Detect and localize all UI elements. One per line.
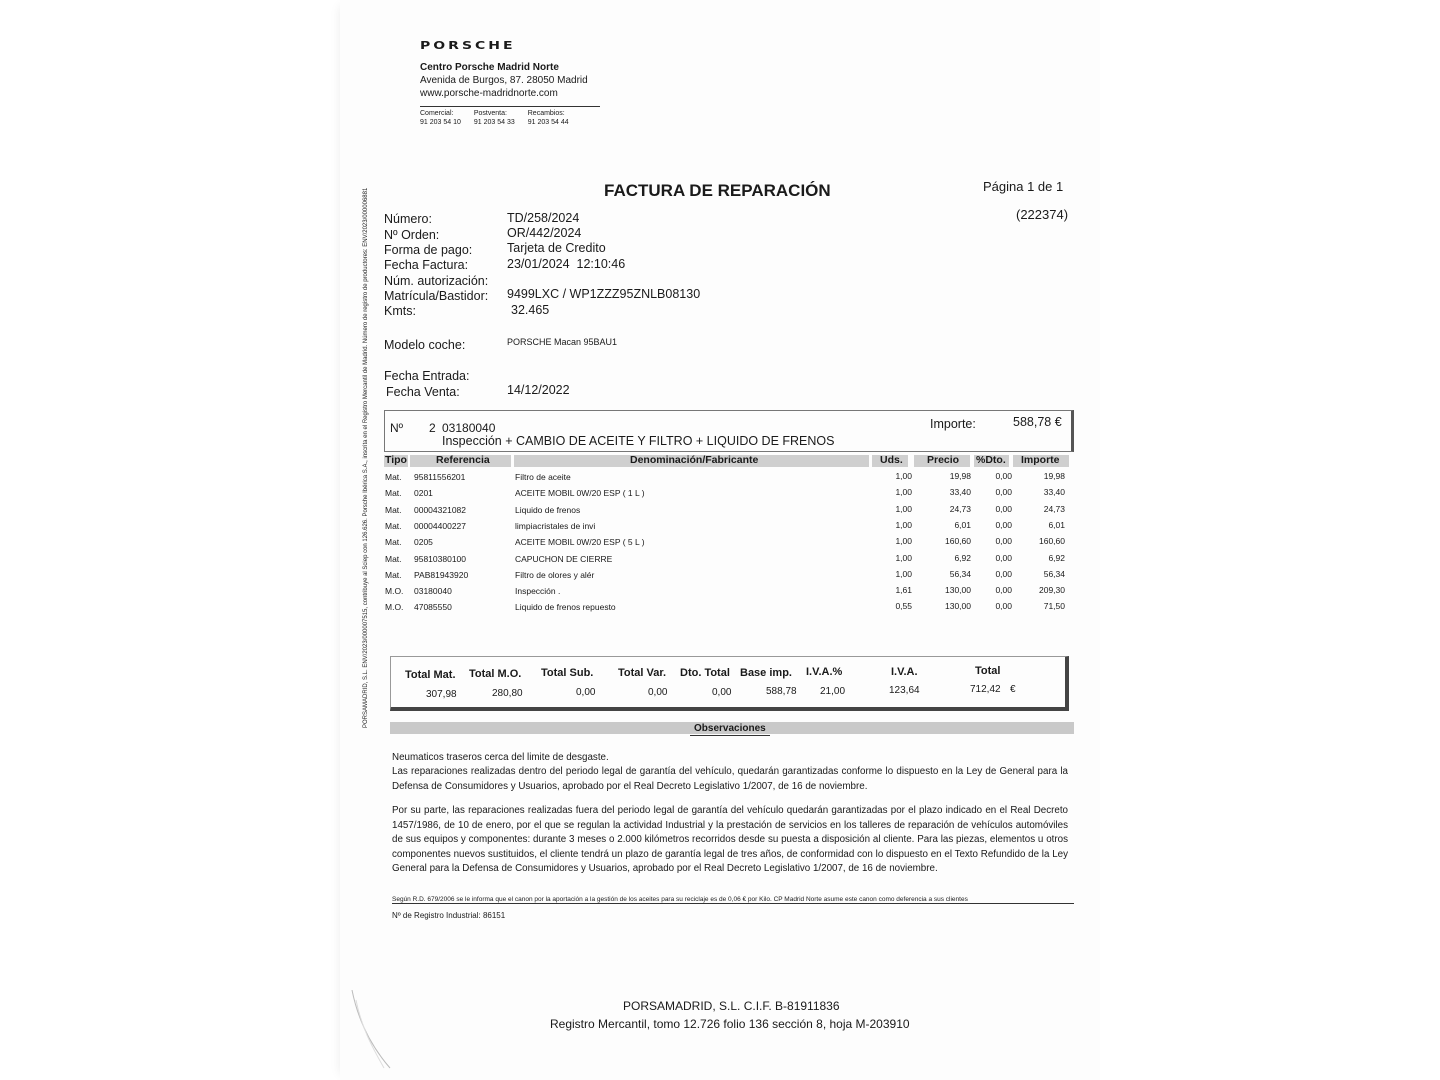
field-label-numero: Número: <box>384 212 432 226</box>
cell-uds: 1,00 <box>895 503 912 514</box>
observations-title: Observaciones <box>694 723 766 734</box>
iva-value: 123,64 <box>889 685 920 696</box>
cell-precio: 19,98 <box>949 471 971 481</box>
cell-dto: 0,00 <box>995 552 1012 563</box>
field-label-fecha-factura: Fecha Factura: <box>384 258 469 272</box>
cell-tipo: Mat. <box>385 488 402 499</box>
field-label-fecha-venta: Fecha Venta: <box>386 385 460 399</box>
field-value-numero: TD/258/2024 <box>507 211 580 225</box>
dealer-address: Avenida de Burgos, 87. 28050 Madrid <box>420 75 588 86</box>
cell-tipo: Mat. <box>385 472 402 482</box>
total-sub-label: Total Sub. <box>541 667 594 679</box>
th-denominacion: Denominación/Fabricante <box>630 454 759 466</box>
warranty-paragraph-1: Las reparaciones realizadas dentro del periodo legal de garantía del vehículo, quedarán garantizadas conforme lo dispuesto en la Ley de General para la Defensa de Consumidores y Usuarios, aprobado por el Real Decreto Legislativo 1/2007, de 16 de noviembre. <box>392 766 1068 792</box>
cell-dto: 0,00 <box>995 471 1012 481</box>
cell-referencia: 95811556201 <box>414 472 466 482</box>
iva-label: I.V.A. <box>891 666 918 678</box>
total-mo-value: 280,80 <box>492 688 523 699</box>
cell-referencia: 03180040 <box>414 586 452 597</box>
cell-denominacion: Inspección . <box>515 586 561 597</box>
total-var-value: 0,00 <box>648 687 668 698</box>
base-imp-label: Base imp. <box>740 667 792 679</box>
footer-company: PORSAMADRID, S.L. C.I.F. B-81911836 <box>623 999 840 1013</box>
order-n-value: 2 <box>429 421 436 435</box>
order-n-label: Nº <box>390 421 404 435</box>
cell-denominacion: limpiacristales de invi <box>515 520 596 531</box>
th-uds: Uds. <box>880 454 903 466</box>
order-importe-label: Importe: <box>930 417 976 431</box>
cell-dto: 0,00 <box>995 568 1012 579</box>
warranty-paragraph-2: Por su parte, las reparaciones realizadas fuera del periodo legal de garantía del vehículo quedarán garantizadas por el plazo indicado en el Real Decreto 1457/1986, de 10 de enero, por el que se regulan la actividad Industrial y la prestación de servicios en los talleres de reparación de vehículos automóviles de sus equipos y componentes: durante 3 meses o 2.000 kilómetros recorridos desde su puesta a disposición al cliente. Para las piezas, elementos u otros componentes nuevos sustituidos, el cliente tendrá un plazo de garantía legal de tres años, de conformidad con lo dispuesto en el Texto Refundido de la Ley General para la Defensa de Consumidores y Usuarios, aprobado por el Real Decreto Legislativo 1/2007, de 16 de noviembre. <box>392 805 1068 874</box>
order-importe-value: 588,78 € <box>1013 415 1062 429</box>
cell-importe: 209,30 <box>1039 585 1065 596</box>
observation-note: Neumaticos traseros cerca del limite de desgaste. <box>392 752 609 763</box>
contact-recambios: Recambios: 91 203 54 44 <box>527 110 569 126</box>
contact-commercial: Comercial: 91 203 54 10 <box>420 110 461 126</box>
reference-code: (222374) <box>1016 207 1069 222</box>
total-var-label: Total Var. <box>618 667 667 679</box>
cell-uds: 1,00 <box>895 536 912 547</box>
th-tipo: Tipo <box>385 454 407 466</box>
iva-pct-label: I.V.A.% <box>806 666 843 678</box>
field-value-kmts: 32.465 <box>511 303 550 317</box>
cell-referencia: 00004321082 <box>414 504 467 515</box>
field-value-modelo: PORSCHE Macan 95BAU1 <box>507 337 618 347</box>
total-label: Total <box>975 665 1001 677</box>
cell-importe: 6,92 <box>1048 552 1065 563</box>
th-precio: Precio <box>927 454 960 466</box>
cell-uds: 1,00 <box>895 552 912 563</box>
cell-dto: 0,00 <box>995 536 1012 547</box>
cell-uds: 1,61 <box>895 585 912 596</box>
total-mat-value: 307,98 <box>426 689 457 700</box>
order-description: Inspección + CAMBIO DE ACEITE Y FILTRO + LIQUIDO DE FRENOS <box>442 434 835 448</box>
cell-referencia: 47085550 <box>414 602 452 613</box>
cell-tipo: Mat. <box>385 553 402 564</box>
field-label-fecha-entrada: Fecha Entrada: <box>384 369 470 383</box>
dealer-website[interactable]: www.porsche-madridnorte.com <box>420 88 558 99</box>
cell-dto: 0,00 <box>995 585 1012 596</box>
porsche-logo: PORSCHE <box>420 40 516 52</box>
cell-importe: 71,50 <box>1043 601 1065 612</box>
cell-importe: 56,34 <box>1043 568 1065 579</box>
field-value-fecha-factura: 23/01/2024 12:10:46 <box>507 257 626 271</box>
cell-precio: 130,00 <box>945 585 971 596</box>
cell-uds: 1,00 <box>895 568 912 579</box>
cell-denominacion: Liquido de frenos repuesto <box>515 602 616 613</box>
th-importe: Importe <box>1021 454 1060 466</box>
total-mat-label: Total Mat. <box>405 669 456 681</box>
cell-precio: 24,73 <box>949 503 971 514</box>
cell-denominacion: Filtro de olores y alér <box>515 569 595 580</box>
cell-denominacion: Liquido de frenos <box>515 504 581 515</box>
order-code: 03180040 <box>442 421 496 435</box>
cell-denominacion: ACEITE MOBIL 0W/20 ESP ( 5 L ) <box>515 537 645 548</box>
cell-uds: 1,00 <box>895 519 912 530</box>
fine-print: Según R.D. 679/2006 se le informa que el canon por la aportación a la gestión de los aceites para su reciclaje es de 0,06 € por Kilo. CP Madrid Norte asume este canon como deferencia a sus clientes <box>392 896 1074 904</box>
contact-postventa: Postventa: 91 203 54 33 <box>473 110 515 126</box>
footer-registry: Registro Mercantil, tomo 12.726 folio 136 sección 8, hoja M-203910 <box>550 1017 910 1031</box>
field-label-matricula: Matrícula/Bastidor: <box>384 289 489 303</box>
cell-tipo: M.O. <box>385 602 404 613</box>
iva-pct-value: 21,00 <box>820 686 846 697</box>
cell-precio: 6,01 <box>954 519 971 530</box>
field-value-fecha-venta: 14/12/2022 <box>507 383 570 397</box>
field-label-pago: Forma de pago: <box>384 243 473 257</box>
total-mo-label: Total M.O. <box>469 668 522 680</box>
cell-referencia: 0205 <box>414 537 433 548</box>
field-value-pago: Tarjeta de Credito <box>507 241 606 255</box>
field-label-orden: Nº Orden: <box>384 228 440 242</box>
totals-box <box>390 656 1069 711</box>
cell-tipo: Mat. <box>385 520 402 531</box>
registry-number: Nº de Registro Industrial: 86151 <box>392 911 506 920</box>
total-value: 712,42 <box>970 684 1001 695</box>
cell-importe: 33,40 <box>1043 487 1065 498</box>
cell-precio: 33,40 <box>949 487 971 498</box>
cell-uds: 0,55 <box>895 601 912 612</box>
observations-divider <box>690 735 770 736</box>
cell-tipo: Mat. <box>385 569 402 580</box>
cell-uds: 1,00 <box>895 487 912 498</box>
page-curl <box>350 990 410 1070</box>
cell-denominacion: ACEITE MOBIL 0W/20 ESP ( 1 L ) <box>515 488 645 499</box>
cell-importe: 6,01 <box>1048 519 1065 530</box>
dealer-name: Centro Porsche Madrid Norte <box>420 62 559 73</box>
dto-total-value: 0,00 <box>712 687 732 698</box>
cell-referencia: PAB81943920 <box>414 569 469 580</box>
page-title: FACTURA DE REPARACIÓN <box>604 181 831 200</box>
page-number: Página 1 de 1 <box>983 179 1064 194</box>
cell-tipo: Mat. <box>385 504 402 515</box>
side-legal-note: PORSAMADRID, S.L. ENV/2023/000007515, contribuye al Sciep con 126.626. Porsche Ibérica S.A., inscrita en el Registro Mercantil de Madrid. Número de registro de productores: ENV/2023/000006881 <box>363 187 369 728</box>
cell-importe: 19,98 <box>1043 471 1065 481</box>
field-value-orden: OR/442/2024 <box>507 226 582 240</box>
total-sub-value: 0,00 <box>576 687 596 698</box>
cell-dto: 0,00 <box>995 601 1012 612</box>
total-currency: € <box>1010 684 1016 695</box>
cell-referencia: 0201 <box>414 488 433 499</box>
cell-precio: 160,60 <box>945 536 971 547</box>
cell-precio: 56,34 <box>949 568 971 579</box>
cell-denominacion: CAPUCHON DE CIERRE <box>515 553 613 564</box>
cell-denominacion: Filtro de aceite <box>515 472 571 482</box>
cell-dto: 0,00 <box>995 519 1012 530</box>
base-imp-value: 588,78 <box>766 686 797 697</box>
cell-dto: 0,00 <box>995 503 1012 514</box>
cell-importe: 160,60 <box>1039 536 1065 547</box>
cell-precio: 6,92 <box>954 552 971 563</box>
contact-phones <box>420 106 600 127</box>
cell-importe: 24,73 <box>1043 503 1065 514</box>
cell-referencia: 00004400227 <box>414 520 467 531</box>
cell-precio: 130,00 <box>945 601 971 612</box>
cell-tipo: Mat. <box>385 537 402 548</box>
th-referencia: Referencia <box>436 454 490 466</box>
field-label-modelo: Modelo coche: <box>384 338 466 352</box>
dto-total-label: Dto. Total <box>680 667 730 679</box>
cell-uds: 1,00 <box>895 471 912 481</box>
cell-tipo: M.O. <box>385 586 404 597</box>
field-label-autorizacion: Núm. autorización: <box>384 274 489 288</box>
cell-dto: 0,00 <box>995 487 1012 498</box>
field-label-kmts: Kmts: <box>384 304 416 318</box>
cell-referencia: 95810380100 <box>414 553 467 564</box>
field-value-matricula: 9499LXC / WP1ZZZ95ZNLB08130 <box>507 287 701 301</box>
th-dto: %Dto. <box>976 454 1006 466</box>
